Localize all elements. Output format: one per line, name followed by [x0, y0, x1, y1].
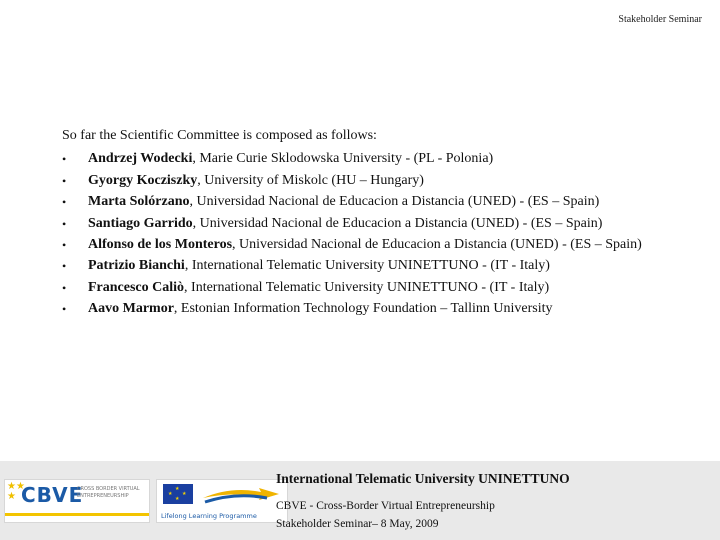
stars-icon: ★★ ★	[7, 481, 25, 502]
footer-project: CBVE - Cross-Border Virtual Entrepreneurship	[276, 500, 495, 512]
bullet-icon: •	[62, 216, 67, 231]
committee-member	[62, 299, 662, 319]
llp-arrow-icon	[201, 484, 281, 504]
committee-member	[62, 171, 662, 191]
member-affiliation: , Marie Curie Sklodowska University - (PL - Polonia)	[192, 151, 494, 167]
member-affiliation: , International Telematic University UNINETTUNO - (IT - Italy)	[184, 258, 550, 274]
llp-logo	[156, 479, 288, 523]
footer-event: Stakeholder Seminar– 8 May, 2009	[276, 518, 439, 530]
committee-member	[62, 192, 662, 212]
committee-member	[62, 214, 662, 234]
member-name: Andrzej Wodecki	[88, 151, 193, 167]
cbve-logo	[4, 479, 150, 523]
eu-flag-icon: ★ ★ ★ ★	[163, 484, 193, 504]
bullet-icon: •	[62, 152, 67, 167]
logo-strip	[4, 479, 288, 523]
bullet-icon: •	[62, 173, 67, 188]
committee-list	[62, 149, 662, 319]
member-name: Alfonso de los Monteros	[88, 237, 233, 253]
member-affiliation: , Estonian Information Technology Foundation – Tallinn University	[173, 301, 553, 317]
member-name: Gyorgy Kocziszky	[88, 172, 198, 188]
committee-member	[62, 149, 662, 169]
footer	[0, 461, 720, 540]
member-affiliation: , Universidad Nacional de Educacion a Distancia (UNED) - (ES – Spain)	[192, 215, 603, 231]
cbve-logo-bar	[5, 513, 149, 516]
bullet-icon: •	[62, 195, 67, 210]
bullet-icon: •	[62, 259, 67, 274]
footer-info	[276, 471, 570, 533]
member-affiliation: , University of Miskolc (HU – Hungary)	[197, 172, 424, 188]
footer-university: International Telematic University UNINETTUNO	[276, 471, 570, 486]
committee-member	[62, 235, 662, 255]
member-name: Santiago Garrido	[88, 215, 193, 231]
cbve-logo-text: CBVE	[21, 483, 84, 507]
bullet-icon: •	[62, 238, 67, 253]
member-name: Francesco Caliò	[88, 279, 185, 295]
committee-member	[62, 256, 662, 276]
header-title: Stakeholder Seminar	[618, 14, 702, 25]
slide-content	[62, 126, 662, 321]
member-affiliation: , Universidad Nacional de Educacion a Distancia (UNED) - (ES – Spain)	[232, 237, 642, 253]
intro-text: So far the Scientific Committee is composed as follows:	[62, 128, 377, 143]
cbve-logo-subtitle: CROSS BORDER VIRTUAL ENTREPRENEURSHIP	[77, 486, 140, 499]
committee-member	[62, 278, 662, 298]
member-affiliation: , Universidad Nacional de Educacion a Distancia (UNED) - (ES – Spain)	[189, 194, 600, 210]
bullet-icon: •	[62, 280, 67, 295]
member-affiliation: , International Telematic University UNINETTUNO - (IT - Italy)	[184, 279, 550, 295]
llp-logo-text: Lifelong Learning Programme	[161, 512, 257, 520]
member-name: Patrizio Bianchi	[88, 258, 185, 274]
bullet-icon: •	[62, 302, 67, 317]
member-name: Aavo Marmor	[88, 301, 174, 317]
member-name: Marta Solórzano	[88, 194, 190, 210]
